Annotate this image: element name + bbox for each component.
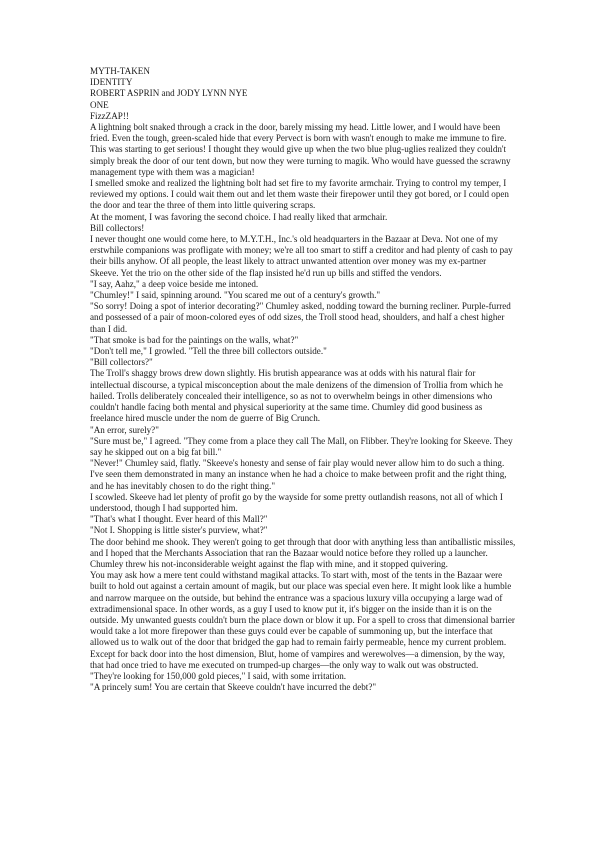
paragraph: "Don't tell me," I growled. "Tell the three bill collectors outside." — [90, 346, 327, 357]
paragraph: Bill collectors! — [90, 222, 145, 233]
paragraph: "So sorry! Doing a spot of interior decorating?" Chumley asked, nodding toward the burning recliner. Purple-furred and possessed of a pair of moon-colored eyes of odd sizes, the Troll stood head, shoulders, and half a chest higher than I did. — [90, 301, 511, 334]
paragraph: "That smoke is bad for the paintings on the walls, what?" — [90, 334, 299, 345]
book-title-line-2: IDENTITY — [90, 77, 133, 88]
paragraph: "Sure must be," I agreed. "They come from a place they call The Mall, on Flibber. They're looking for Skeeve. They say he skipped out on a big fat bill." — [90, 435, 513, 457]
paragraph: "Chumley!" I said, spinning around. "You scared me out of a century's growth." — [90, 290, 381, 301]
paragraph: "Not I. Shopping is little sister's purview, what?" — [90, 525, 268, 536]
book-authors: ROBERT ASPRIN and JODY LYNN NYE — [90, 88, 248, 99]
paragraph: "I say, Aahz," a deep voice beside me intoned. — [90, 278, 259, 289]
paragraph: "An error, surely?" — [90, 424, 159, 435]
paragraph: The door behind me shook. They weren't going to get through that door with anything less than antiballistic missiles, and I hoped that the Merchants Association that ran the Bazaar would notice before they rolled up a launcher. Chumley threw his not-inconsiderable weight against the flap with mine, and it stopped quivering. — [90, 536, 516, 569]
paragraph: This was starting to get serious! I thought they would give up when the two blue plug-uglies realized they couldn't simply break the door of our tent down, but now they were turning to magik. Who would have guessed the scrawny management type with them was a magician! — [90, 144, 511, 177]
paragraph: and he has inevitably chosen to do the right thing." — [90, 480, 276, 491]
paragraph: You may ask how a mere tent could withstand magikal attacks. To start with, most of the tents in the Bazaar were built to hold out against a certain amount of magik, but our place was special even here. It might look like a humble and narrow marquee on the outside, but behind the entrance was a spacious luxury villa occupying a large wad of extradimensional space. In other words, as a guy I used to know put it, it's bigger on the inside than it is on the outside. My unwanted guests couldn't burn the place down or blow it up. For a spell to cross that dimensional barrier would take a lot more firepower than these guys could ever be capable of summoning up, but the interface that allowed us to walk out of the door that bridged the gap had to remain fairly permeable, hence my current problem. Except for back door into the host dimension, Blut, home of vampires and werewolves—a dimension, by the way, that had once tried to have me executed on trumped-up charges—the only way to walk out was obstructed. — [90, 570, 515, 670]
paragraph: At the moment, I was favoring the second choice. I had really liked that armchair. — [90, 211, 388, 222]
paragraph: "A princely sum! You are certain that Skeeve couldn't have incurred the debt?" — [90, 682, 377, 693]
opening-sound: FizzZAP!! — [90, 110, 129, 121]
chapter-heading: ONE — [90, 99, 109, 110]
paragraph: "That's what I thought. Ever heard of this Mall?" — [90, 514, 268, 525]
paragraph: I never thought one would come here, to M.Y.T.H., Inc.'s old headquarters in the Bazaar at Deva. Not one of my erstwhile companions was profligate with money; we're all too smart to stiff a creditor and had plenty of cash to pay their bills anyhow. Of all people, the least likely to attract unwanted attention over money was my ex-partner Skeeve. Yet the trio on the other side of the flap insisted he'd run up bills and stiffed the vendors. — [90, 234, 513, 278]
paragraph: "Never!" Chumley said, flatly. "Skeeve's honesty and sense of fair play would never allow him to do such a thing. I've seen them demonstrated in many an instance when he had a choice to make between profit and the right thing, — [90, 458, 507, 480]
book-title-line-1: MYTH-TAKEN — [90, 66, 150, 76]
paragraph: "They're looking for 150,000 gold pieces," I said, with some irritation. — [90, 670, 347, 681]
paragraph: The Troll's shaggy brows drew down slightly. His brutish appearance was at odds with his natural flair for intellectual discourse, a typical misconception about the male denizens of the dimension of Trollia from which he hailed. Trolls deliberately concealed their intelligence, so as not to overwhelm beings in other dimensions who couldn't handle facing both mental and physical superiority at the same time. Chumley did good business as freelance hired muscle under the nom de guerre of Big Crunch. — [90, 368, 503, 424]
paragraph: I smelled smoke and realized the lightning bolt had set fire to my favorite armchair. Trying to control my temper, I reviewed my options. I could wait them out and let them waste their firepower until they got bored, or I could open the door and tear the three of them into little quivering scraps. — [90, 178, 509, 211]
paragraph: "Bill collectors?" — [90, 357, 153, 368]
paragraph: A lightning bolt snaked through a crack in the door, barely missing my head. Little lower, and I would have been fried. Even the tough, green-scaled hide that every Pervect is born with wasn't enough to make me immune to fire. — [90, 122, 507, 144]
document-page — [90, 66, 516, 693]
paragraph: I scowled. Skeeve had let plenty of profit go by the wayside for some pretty outlandish reasons, not all of which I understood, though I had supported him. — [90, 491, 503, 513]
